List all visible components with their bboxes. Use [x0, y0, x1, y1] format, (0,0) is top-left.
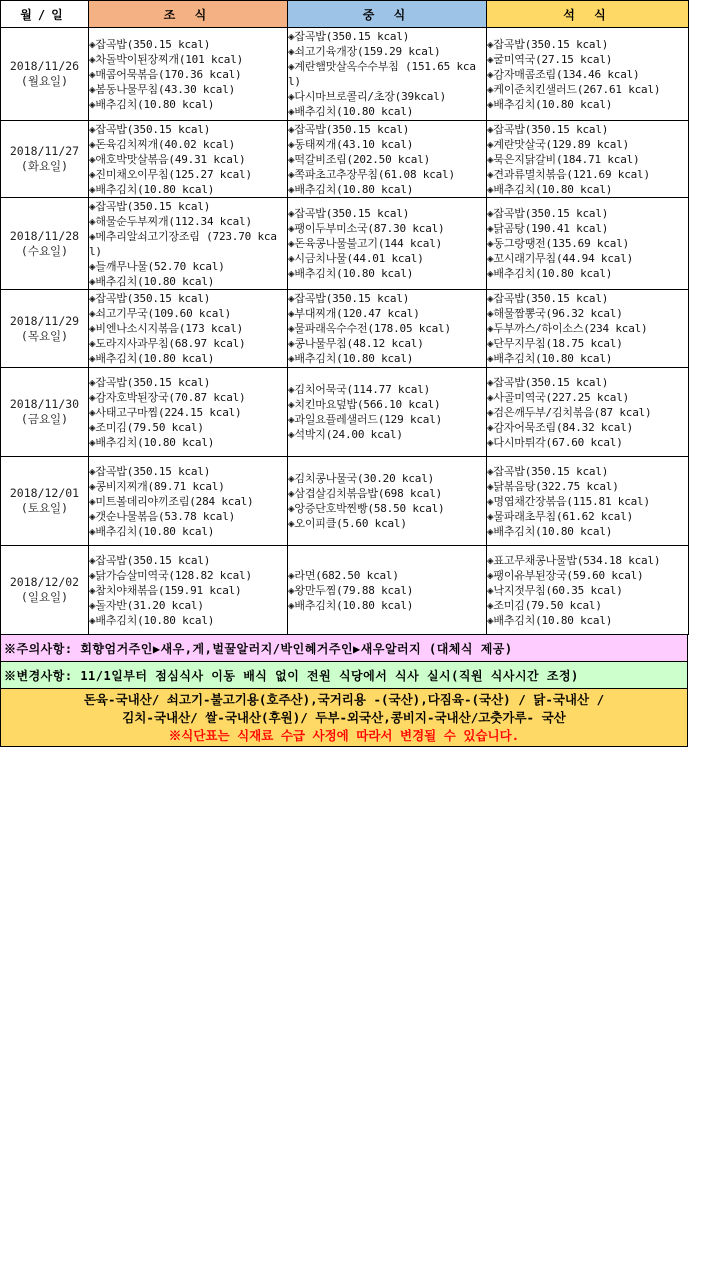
lunch-item: ◈잡곡밥(350.15 kcal)	[288, 292, 410, 305]
breakfast-item: ◈돈육김치찌개(40.02 kcal)	[89, 137, 236, 151]
day-weekday: (목요일)	[20, 328, 69, 343]
breakfast-item: ◈감자호박된장국(70.87 kcal)	[89, 390, 246, 404]
lunch-item: ◈쇠고기육개장(159.29 kcal)	[288, 45, 441, 58]
lunch-item: ◈팽이두부미소국(87.30 kcal)	[288, 222, 445, 235]
lunch-item: ◈물파래옥수수전(178.05 kcal)	[288, 322, 451, 335]
dinner-item: ◈닭곰탕(190.41 kcal)	[487, 222, 609, 235]
lunch-item: ◈쪽파초고추장무침(61.08 kcal)	[288, 167, 455, 181]
change-note: ※변경사항: 11/1일부터 점심식사 이동 배식 없이 전원 식당에서 식사 실시(직원 식사시간 조정)	[0, 662, 688, 689]
dinner-item: ◈잡곡밥(350.15 kcal)	[487, 375, 609, 389]
breakfast-item: ◈애호박맛살볶음(49.31 kcal)	[89, 152, 246, 166]
breakfast-cell	[89, 546, 288, 635]
breakfast-item: ◈잡곡밥(350.15 kcal)	[89, 37, 211, 51]
origin-line-2: 김치-국내산/ 쌀-국내산(후원)/ 두부-외국산,콩비지-국내산/고춧가루- 국산	[122, 710, 566, 725]
dinner-item: ◈케이준치킨샐러드(267.61 kcal)	[487, 82, 661, 96]
caution-note: ※주의사항: 회향엄거주인▶새우,게,벌꿀알러지/박인혜거주인▶새우알러지 (대체식 제공)	[0, 635, 688, 662]
day-weekday: (월요일)	[20, 74, 69, 88]
dinner-item: ◈팽이유부된장국(59.60 kcal)	[487, 568, 644, 582]
day-date: 2018/11/28	[9, 228, 80, 243]
breakfast-item: ◈참치야채볶음(159.91 kcal)	[89, 583, 242, 597]
breakfast-item: ◈콩비지찌개(89.71 kcal)	[89, 479, 225, 493]
dinner-item: ◈감자어묵조림(84.32 kcal)	[487, 420, 634, 434]
meal-table	[0, 0, 689, 635]
day-date-cell	[1, 290, 89, 368]
lunch-cell	[288, 290, 487, 368]
dinner-item: ◈계란맛살국(129.89 kcal)	[487, 137, 630, 151]
dinner-item: ◈명엽채간장볶음(115.81 kcal)	[487, 494, 650, 508]
dinner-item: ◈꼬시래기무침(44.94 kcal)	[487, 252, 634, 265]
lunch-item: ◈왕만두찜(79.88 kcal)	[288, 583, 414, 597]
dinner-cell	[487, 290, 689, 368]
breakfast-item: ◈잡곡밥(350.15 kcal)	[89, 122, 211, 136]
breakfast-cell	[89, 121, 288, 198]
lunch-cell	[288, 28, 487, 121]
dinner-item: ◈검은깨두부/김치볶음(87 kcal)	[487, 405, 652, 419]
breakfast-cell	[89, 28, 288, 121]
dinner-item: ◈잡곡밥(350.15 kcal)	[487, 292, 609, 305]
day-row	[1, 457, 689, 546]
day-row	[1, 28, 689, 121]
header-date: 월/일	[1, 1, 89, 28]
header-row	[1, 1, 689, 28]
lunch-item: ◈배추김치(10.80 kcal)	[288, 267, 414, 280]
breakfast-item: ◈잡곡밥(350.15 kcal)	[89, 553, 211, 567]
lunch-item: ◈배추김치(10.80 kcal)	[288, 598, 414, 612]
breakfast-item: ◈쇠고기무국(109.60 kcal)	[89, 307, 232, 320]
dinner-item: ◈잡곡밥(350.15 kcal)	[487, 464, 609, 478]
day-date: 2018/11/27	[9, 144, 80, 158]
dinner-item: ◈동그랑땡전(135.69 kcal)	[487, 237, 630, 250]
lunch-item: ◈앙증단호박찐빵(58.50 kcal)	[288, 502, 445, 515]
dinner-item: ◈잡곡밥(350.15 kcal)	[487, 207, 609, 220]
breakfast-cell	[89, 457, 288, 546]
dinner-item: ◈물파래초무침(61.62 kcal)	[487, 509, 634, 523]
header-lunch: 중 식	[288, 1, 487, 28]
dinner-item: ◈조미김(79.50 kcal)	[487, 598, 602, 612]
breakfast-item: ◈봄동나물무침(43.30 kcal)	[89, 82, 236, 96]
breakfast-item: ◈배추김치(10.80 kcal)	[89, 435, 215, 449]
breakfast-item: ◈닭가슴살미역국(128.82 kcal)	[89, 568, 252, 582]
breakfast-item: ◈사태고구마찜(224.15 kcal)	[89, 405, 242, 419]
header-dinner: 석 식	[487, 1, 689, 28]
lunch-item: ◈부대찌개(120.47 kcal)	[288, 307, 420, 320]
dinner-item: ◈감자매콤조림(134.46 kcal)	[487, 67, 640, 81]
breakfast-item: ◈배추김치(10.80 kcal)	[89, 97, 215, 111]
dinner-cell	[487, 198, 689, 290]
dinner-item: ◈사골미역국(227.25 kcal)	[487, 390, 630, 404]
lunch-item: ◈배추김치(10.80 kcal)	[288, 105, 414, 118]
day-weekday: (화요일)	[20, 159, 69, 173]
lunch-item: ◈동태찌개(43.10 kcal)	[288, 137, 414, 151]
day-row	[1, 290, 689, 368]
breakfast-item: ◈조미김(79.50 kcal)	[89, 420, 204, 434]
breakfast-item: ◈매콤어묵볶음(170.36 kcal)	[89, 67, 242, 81]
breakfast-item: ◈잡곡밥(350.15 kcal)	[89, 375, 211, 389]
breakfast-item: ◈도라지사과무침(68.97 kcal)	[89, 337, 246, 350]
header-breakfast: 조 식	[89, 1, 288, 28]
dinner-cell	[487, 121, 689, 198]
lunch-item: ◈과일요플레샐러드(129 kcal)	[288, 413, 443, 426]
dinner-item: ◈배추김치(10.80 kcal)	[487, 97, 613, 111]
lunch-item: ◈배추김치(10.80 kcal)	[288, 352, 414, 365]
lunch-item: ◈다시마브로콜리/초장(39kcal)	[288, 90, 447, 103]
dinner-item: ◈배추김치(10.80 kcal)	[487, 182, 613, 196]
dinner-item: ◈배추김치(10.80 kcal)	[487, 524, 613, 538]
day-date: 2018/11/29	[9, 313, 80, 328]
lunch-item: ◈잡곡밥(350.15 kcal)	[288, 207, 410, 220]
day-date-cell	[1, 198, 89, 290]
lunch-cell	[288, 368, 487, 457]
lunch-item: ◈오이피클(5.60 kcal)	[288, 517, 407, 530]
breakfast-item: ◈배추김치(10.80 kcal)	[89, 524, 215, 538]
day-date: 2018/11/26	[9, 59, 80, 73]
breakfast-item: ◈돌자반(31.20 kcal)	[89, 598, 204, 612]
lunch-item: ◈시금치나물(44.01 kcal)	[288, 252, 424, 265]
dinner-item: ◈잡곡밥(350.15 kcal)	[487, 122, 609, 136]
breakfast-item: ◈배추김치(10.80 kcal)	[89, 182, 215, 196]
lunch-item: ◈석박지(24.00 kcal)	[288, 428, 403, 441]
lunch-cell	[288, 121, 487, 198]
dinner-item: ◈해물짬뽕국(96.32 kcal)	[487, 307, 623, 320]
dinner-item: ◈표고무채콩나물밥(534.18 kcal)	[487, 553, 661, 567]
lunch-item: ◈잡곡밥(350.15 kcal)	[288, 122, 410, 136]
dinner-item: ◈두부까스/하이소스(234 kcal)	[487, 322, 648, 335]
breakfast-cell	[89, 198, 288, 290]
breakfast-item: ◈잡곡밥(350.15 kcal)	[89, 292, 211, 305]
lunch-cell	[288, 546, 487, 635]
breakfast-item: ◈갯순나물볶음(53.78 kcal)	[89, 509, 236, 523]
lunch-item: ◈라면(682.50 kcal)	[288, 568, 399, 582]
lunch-item: ◈잡곡밥(350.15 kcal)	[288, 30, 410, 43]
dinner-item: ◈견과류멸치볶음(121.69 kcal)	[487, 167, 650, 181]
dinner-cell	[487, 28, 689, 121]
day-date: 2018/12/01	[9, 486, 80, 500]
lunch-item: ◈삼겹살김치볶음밥(698 kcal)	[288, 487, 443, 500]
breakfast-item: ◈배추김치(10.80 kcal)	[89, 274, 215, 288]
breakfast-item: ◈진미채오이무침(125.27 kcal)	[89, 167, 252, 181]
lunch-item: ◈떡갈비조림(202.50 kcal)	[288, 152, 431, 166]
day-row	[1, 546, 689, 635]
dinner-item: ◈묵은지닭갈비(184.71 kcal)	[487, 152, 640, 166]
day-weekday: (일요일)	[20, 590, 69, 604]
lunch-item: ◈계란햄맛살옥수수부침 (151.65 kcal)	[288, 60, 476, 88]
day-row	[1, 368, 689, 457]
breakfast-item: ◈잡곡밥(350.15 kcal)	[89, 464, 211, 478]
lunch-item: ◈돈육콩나물불고기(144 kcal)	[288, 237, 443, 250]
breakfast-item: ◈비엔나소시지볶음(173 kcal)	[89, 322, 244, 335]
lunch-item: ◈김치콩나물국(30.20 kcal)	[288, 472, 435, 485]
dinner-item: ◈닭볶음탕(322.75 kcal)	[487, 479, 619, 493]
lunch-item: ◈콩나물무침(48.12 kcal)	[288, 337, 424, 350]
dinner-item: ◈단무지무침(18.75 kcal)	[487, 337, 623, 350]
day-date: 2018/11/30	[9, 397, 80, 411]
dinner-item: ◈낙지젓무침(60.35 kcal)	[487, 583, 623, 597]
lunch-item: ◈치킨마요덮밥(566.10 kcal)	[288, 398, 441, 411]
origin-line-1: 돈육-국내산/ 쇠고기-불고기용(호주산),국거리용 -(국산),다짐육-(국산) / 닭-국내산 /	[83, 692, 605, 707]
day-date: 2018/12/02	[9, 575, 80, 589]
day-date-cell	[1, 121, 89, 198]
breakfast-item: ◈배추김치(10.80 kcal)	[89, 352, 215, 365]
day-date-cell	[1, 457, 89, 546]
breakfast-cell	[89, 368, 288, 457]
breakfast-item: ◈메추리알쇠고기장조림 (723.70 kcal)	[89, 229, 277, 258]
day-row	[1, 198, 689, 290]
dinner-cell	[487, 546, 689, 635]
day-date-cell	[1, 546, 89, 635]
breakfast-item: ◈해물순두부찌개(112.34 kcal)	[89, 214, 252, 228]
breakfast-item: ◈들깨무나물(52.70 kcal)	[89, 259, 225, 273]
menu-change-warning: ※식단표는 식재료 수급 사정에 따라서 변경될 수 있습니다.	[168, 728, 520, 743]
breakfast-item: ◈차돌박이된장찌개(101 kcal)	[89, 52, 244, 66]
day-weekday: (수요일)	[20, 243, 69, 258]
day-weekday: (금요일)	[20, 412, 69, 426]
breakfast-cell	[89, 290, 288, 368]
day-date-cell	[1, 368, 89, 457]
dinner-cell	[487, 368, 689, 457]
dinner-cell	[487, 457, 689, 546]
dinner-item: ◈배추김치(10.80 kcal)	[487, 267, 613, 280]
day-weekday: (토요일)	[20, 501, 69, 515]
dinner-item: ◈굴미역국(27.15 kcal)	[487, 52, 613, 66]
day-row	[1, 121, 689, 198]
breakfast-item: ◈미트볼데리야끼조림(284 kcal)	[89, 494, 254, 508]
lunch-cell	[288, 457, 487, 546]
lunch-cell	[288, 198, 487, 290]
dinner-item: ◈잡곡밥(350.15 kcal)	[487, 37, 609, 51]
dinner-item: ◈배추김치(10.80 kcal)	[487, 352, 613, 365]
dinner-item: ◈배추김치(10.80 kcal)	[487, 613, 613, 627]
lunch-item: ◈김치어묵국(114.77 kcal)	[288, 383, 431, 396]
breakfast-item: ◈잡곡밥(350.15 kcal)	[89, 199, 211, 213]
dinner-item: ◈다시마튀각(67.60 kcal)	[487, 435, 623, 449]
origin-notice	[0, 689, 688, 747]
breakfast-item: ◈배추김치(10.80 kcal)	[89, 613, 215, 627]
lunch-item: ◈배추김치(10.80 kcal)	[288, 182, 414, 196]
day-date-cell	[1, 28, 89, 121]
